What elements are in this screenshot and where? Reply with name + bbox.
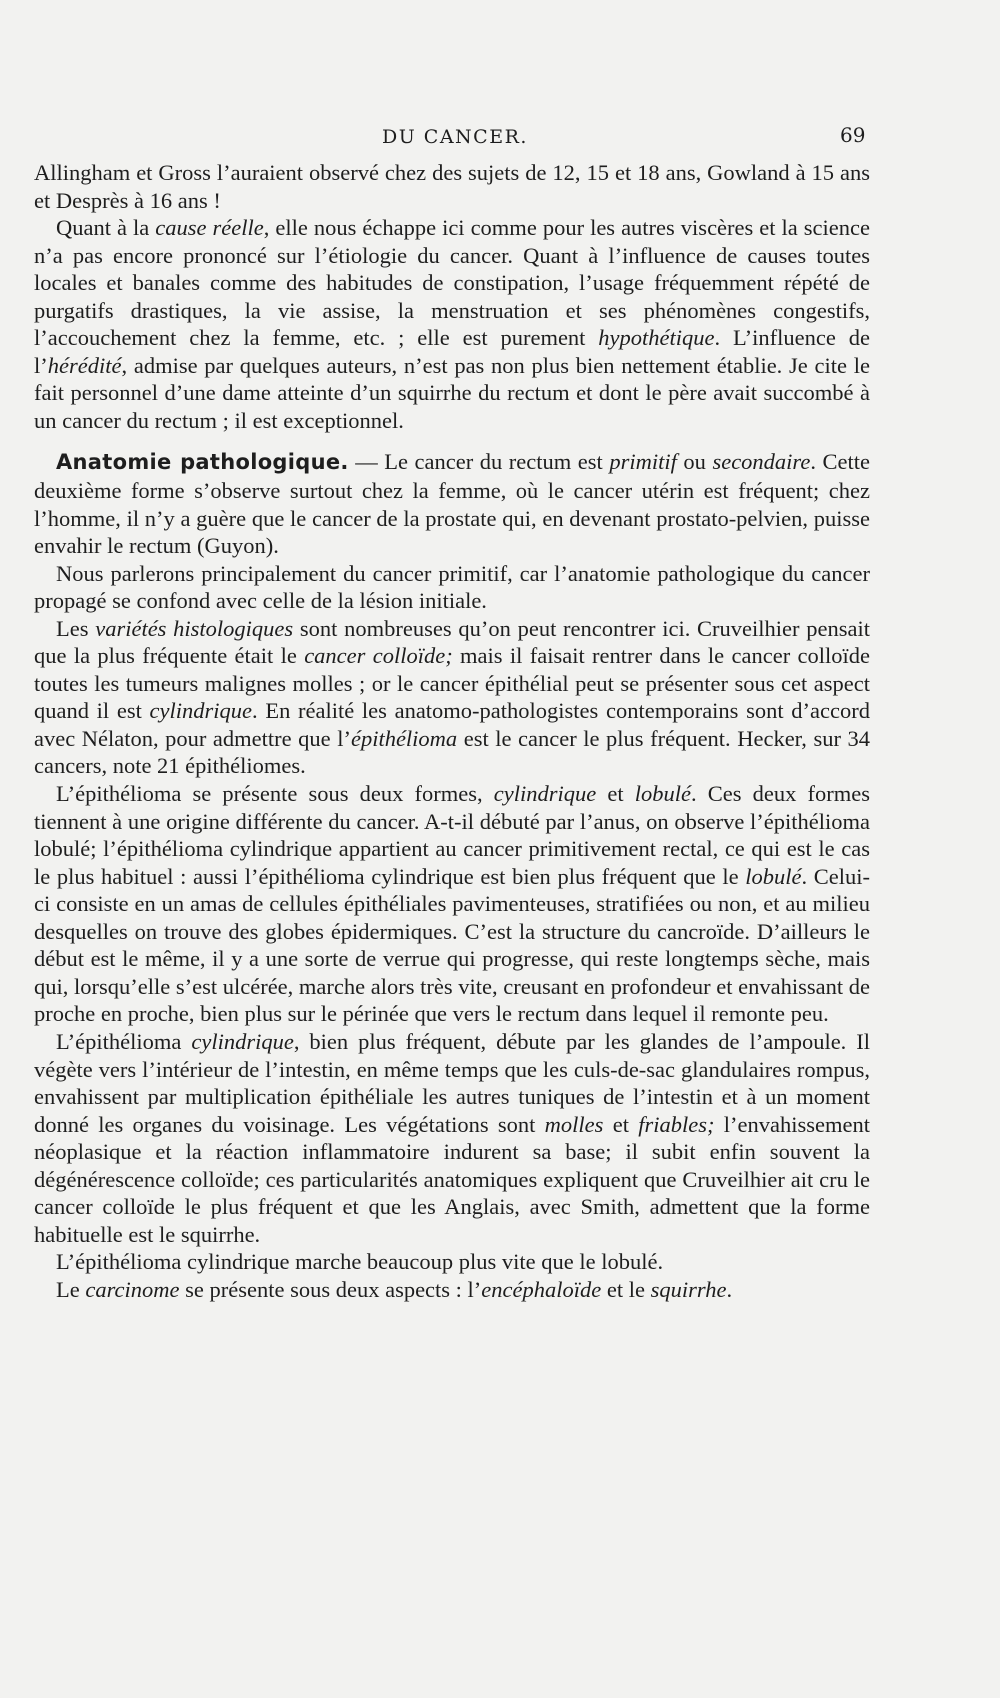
p9-a: Le: [56, 1276, 86, 1302]
p7-a: L’épithélioma: [56, 1028, 192, 1054]
paragraph-9: [34, 1276, 870, 1304]
p3-a: — Le cancer du rectum est: [348, 449, 610, 475]
p2-d: hypothétique: [598, 325, 715, 351]
p6-e: . Ces deux formes tiennent à une origine différente du cancer. A-t-il débuté par l’anus, on observe l’épithélioma lobulé; l’épithélioma cylindrique appartient au cancer primitivement rectal, ce qui est le cas le plus habituel : aussi l’épithélioma cylindrique est bien plus fréquent que le: [34, 781, 870, 889]
p3-c: ou: [676, 449, 713, 475]
p9-f: squirrhe: [650, 1276, 727, 1302]
p7-c: , bien plus fréquent, débute par les glandes de l’ampoule. Il végète vers l’intérieur de l’intestin, en même temps que les culs-de-sac glandulaires rompus, envahissent par multiplication épithéliale les autres tuniques de l’intestin et à un moment donné les organes du voisinage. Les végétations sont: [34, 1028, 870, 1137]
p5-i: est le cancer le plus fréquent. Hecker, sur 34 cancers, note 21 épithéliomes.: [34, 725, 870, 779]
p9-c: se présente sous deux aspects : l’: [179, 1276, 482, 1302]
p2-f: hérédité: [47, 352, 122, 378]
paragraph-4: [34, 560, 870, 615]
p6-g: . Celui-ci consiste en un amas de cellules épithéliales pavimenteuses, stratifiées ou non, et au milieu desquelles on trouve des globes épidermiques. C’est la structure du cancroïde. D’ailleurs le début est le même, il y a une sorte de verrue qui progresse, qui reste longtemps sèche, mais qui, lorsqu’elle s’est ulcérée, marche alors très vite, creusant en profondeur et envahissant de proche en proche, bien plus sur le périnée que vers le rectum dans lequel il remonte peu.: [34, 863, 870, 1027]
paragraph-8: [34, 1248, 870, 1276]
running-head: [0, 123, 1000, 156]
p7-e: et: [603, 1111, 639, 1137]
p9-b: carcinome: [85, 1276, 180, 1302]
p5-c: sont nombreuses qu’on peut rencontrer ici. Cruveilhier pensait que la plus fréquente était le: [34, 615, 870, 669]
p5-f: cylindrique: [149, 698, 253, 724]
body-text: [34, 159, 870, 1303]
p6-f: lobulé: [745, 863, 802, 889]
p2-b: cause réelle: [155, 215, 264, 241]
p2-a: Quant à la: [56, 215, 156, 241]
p9-d: encéphaloïde: [481, 1276, 602, 1302]
p7-b: cylindrique: [191, 1028, 294, 1054]
p6-a: L’épithélioma se présente sous deux formes,: [56, 781, 494, 807]
p1-text: Allingham et Gross l’auraient observé chez des sujets de 12, 15 et 18 ans, Gowland à 15 ans et Desprès à 16 ans !: [34, 160, 870, 213]
p7-f: friables;: [638, 1111, 715, 1137]
paragraph-1: [34, 159, 870, 214]
paragraph-6: [34, 780, 870, 1028]
p9-g: .: [726, 1276, 733, 1302]
paragraph-5: [34, 615, 870, 780]
section-heading: Anatomie pathologique.: [56, 450, 349, 475]
p2-e: . L’influence de l’: [34, 325, 870, 378]
p3-d: secondaire: [712, 449, 811, 475]
p7-g: l’envahissement néoplasique et la réaction inflammatoire indurent sa base; il subit enfin souvent la dégénérescence colloïde; ces particularités anatomiques expliquent que Cruveilhier ait cru le cancer colloïde le plus fréquent et que les Anglais, avec Smith, admettent que la forme habituelle est le squirrhe.: [34, 1111, 870, 1247]
p6-c: et: [596, 781, 635, 807]
running-title: DU CANCER.: [382, 126, 528, 148]
p5-e: mais il faisait rentrer dans le cancer colloïde toutes les tumeurs malignes molles ; or le cancer épithélial peut se présenter sous cet aspect quand il est: [34, 643, 870, 724]
p6-d: lobulé: [634, 781, 691, 807]
p3-b: primitif: [609, 449, 677, 475]
paragraph-3: [34, 448, 870, 559]
p4-text: Nous parlerons principalement du cancer primitif, car l’anatomie pathologique du cancer propagé se confond avec celle de la lésion initiale.: [34, 560, 870, 614]
p2-g: , admise par quelques auteurs, n’est pas non plus bien nettement établie. Je cite le fait personnel d’une dame atteinte d’un squirrhe du rectum et dont le père avait succombé à un cancer du rectum ; il est exceptionnel.: [34, 352, 870, 433]
p5-g: . En réalité les anatomo-pathologistes contemporains sont d’accord avec Nélaton, pour admettre que l’: [34, 698, 871, 751]
paragraph-7: [34, 1028, 870, 1248]
p5-h: épithélioma: [350, 725, 458, 751]
page-number: 69: [840, 123, 866, 147]
p6-b: cylindrique: [493, 781, 597, 807]
p7-d: molles: [544, 1111, 604, 1137]
p5-d: cancer colloïde;: [304, 643, 453, 669]
p9-e: et le: [601, 1276, 651, 1302]
p8-text: L’épithélioma cylindrique marche beaucoup plus vite que le lobulé.: [56, 1249, 664, 1275]
p3-e: . Cette deuxième forme s’observe surtout chez la femme, où le cancer utérin est fréquent; chez l’homme, il n’y a guère que le cancer de la prostate qui, en devenant prostato-pelvien, puisse envahir le rectum (Guyon).: [34, 449, 870, 559]
p5-a: Les: [56, 615, 96, 641]
p2-c: , elle nous échappe ici comme pour les autres viscères et la science n’a pas encore prononcé sur l’étiologie du cancer. Quant à l’influence de causes toutes locales et banales comme des habitudes de constipation, l’usage fréquemment répété de purgatifs drastiques, la vie assise, la menstruation et ses phénomènes congestifs, l’accouchement chez la femme, etc. ; elle est purement: [34, 215, 870, 351]
paragraph-2: [34, 214, 870, 434]
p5-b: variétés histologiques: [95, 615, 294, 641]
